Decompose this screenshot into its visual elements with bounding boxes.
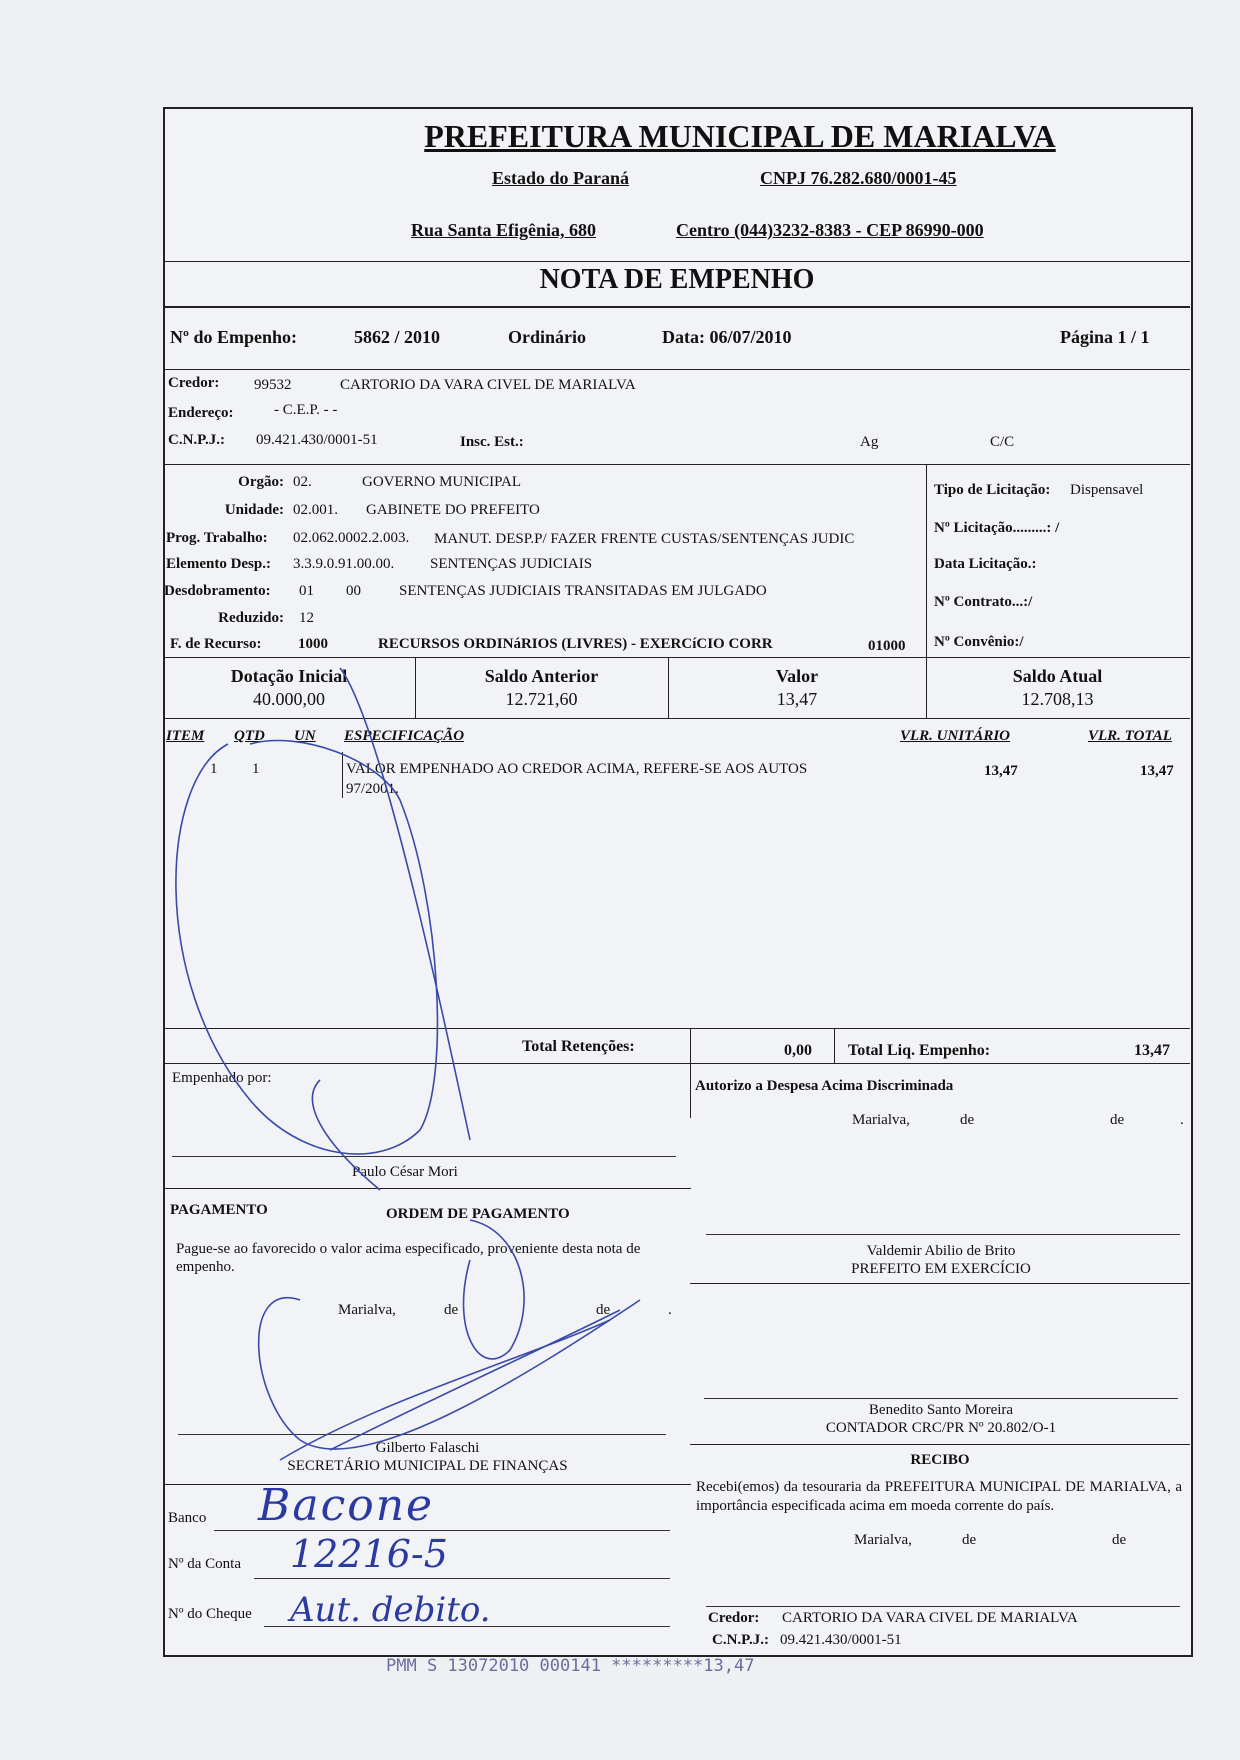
dotacao-inicial-label: Dotação Inicial bbox=[230, 666, 348, 686]
elem-label: Elemento Desp.: bbox=[166, 556, 271, 572]
recibo-place: Marialva, bbox=[854, 1532, 912, 1548]
licitacao-contrato: Nº Contrato...:/ bbox=[934, 594, 1033, 610]
desd-name: SENTENÇAS JUDICIAIS TRANSITADAS EM JULGADO bbox=[399, 583, 767, 599]
empenhado-label: Empenhado por: bbox=[172, 1070, 272, 1086]
qtd-header: QTD bbox=[234, 728, 265, 744]
pagamento-signer: Gilberto Falaschi bbox=[375, 1440, 480, 1456]
header-state: Estado do Paraná bbox=[492, 168, 630, 188]
recibo-cnpj-value: 09.421.430/0001-51 bbox=[780, 1632, 902, 1648]
licitacao-numero: Nº Licitação.........: / bbox=[934, 520, 1060, 536]
prog-label: Prog. Trabalho: bbox=[166, 530, 268, 546]
credor-name: CARTORIO DA VARA CIVEL DE MARIALVA bbox=[340, 377, 636, 393]
unidade-code: 02.001. bbox=[293, 502, 338, 518]
pagamento-de2: de bbox=[596, 1302, 611, 1318]
pagamento-text: Pague-se ao favorecido o valor acima especificado, proveniente desta nota de empenho. bbox=[176, 1241, 641, 1275]
prog-name: MANUT. DESP.P/ FAZER FRENTE CUSTAS/SENTENÇAS JUDIC bbox=[434, 531, 855, 547]
endereco-value: - C.E.P. - - bbox=[274, 402, 338, 418]
recibo-de1: de bbox=[962, 1532, 977, 1548]
ordem-pagamento: ORDEM DE PAGAMENTO bbox=[386, 1206, 570, 1222]
header-address: Rua Santa Efigênia, 680 bbox=[411, 220, 597, 240]
fonte-name: RECURSOS ORDINáRIOS (LIVRES) - EXERCíCIO CORR bbox=[378, 636, 773, 652]
fonte-code2: 01000 bbox=[868, 638, 906, 654]
liq-label: Total Liq. Empenho: bbox=[848, 1042, 991, 1059]
recibo-cnpj-label: C.N.P.J.: bbox=[712, 1632, 769, 1648]
credor-label: Credor: bbox=[168, 375, 220, 391]
credor-cnpj-value: 09.421.430/0001-51 bbox=[256, 432, 378, 448]
empenhado-name: Paulo César Mori bbox=[352, 1164, 458, 1180]
pagamento-role: SECRETÁRIO MUNICIPAL DE FINANÇAS bbox=[287, 1458, 568, 1474]
unit-header: VLR. UNITÁRIO bbox=[900, 728, 1011, 744]
processing-stamp: PMM S 13072010 000141 *********13,47 bbox=[386, 1656, 755, 1676]
item-total: 13,47 bbox=[1140, 763, 1174, 779]
recibo-de2: de bbox=[1112, 1532, 1127, 1548]
contador-signer: Benedito Santo Moreira bbox=[868, 1402, 1014, 1418]
header-title: PREFEITURA MUNICIPAL DE MARIALVA bbox=[424, 118, 1056, 154]
item-number: 1 bbox=[210, 761, 218, 777]
doc-title: NOTA DE EMPENHO bbox=[539, 264, 815, 295]
autorizo-title: Autorizo a Despesa Acima Discriminada bbox=[695, 1078, 954, 1094]
item-qtd: 1 bbox=[252, 761, 260, 777]
header-cnpj: CNPJ 76.282.680/0001-45 bbox=[760, 168, 957, 188]
recibo-text: Recebi(emos) da tesouraria da PREFEITURA MUNICIPAL DE MARIALVA, a importância especificada acima em moeda corrente do país. bbox=[696, 1479, 1182, 1514]
unidade-label: Unidade: bbox=[224, 502, 284, 518]
empenho-page: Página 1 / 1 bbox=[1060, 327, 1150, 347]
conta-label: Nº da Conta bbox=[168, 1556, 241, 1572]
insc-label: Insc. Est.: bbox=[460, 434, 524, 450]
retencoes-label: Total Retenções: bbox=[522, 1038, 635, 1055]
licitacao-tipo-label: Tipo de Licitação: bbox=[934, 482, 1051, 498]
autorizo-dot: . bbox=[1180, 1112, 1184, 1128]
pagamento-dot: . bbox=[668, 1302, 672, 1318]
saldo-atual-value: 12.708,13 bbox=[1021, 689, 1094, 709]
prog-code: 02.062.0002.2.003. bbox=[293, 530, 410, 546]
saldo-atual-label: Saldo Atual bbox=[1012, 666, 1103, 686]
ag-label: Ag bbox=[860, 434, 879, 450]
item-header: ITEM bbox=[166, 728, 205, 744]
elem-code: 3.3.9.0.91.00.00. bbox=[293, 556, 395, 572]
autorizo-de2: de bbox=[1110, 1112, 1125, 1128]
reduzido-label: Reduzido: bbox=[218, 610, 284, 626]
elem-name: SENTENÇAS JUDICIAIS bbox=[430, 556, 593, 572]
un-header: UN bbox=[294, 728, 316, 744]
item-desc-line1: VALOR EMPENHADO AO CREDOR ACIMA, REFERE-SE AOS AUTOS bbox=[346, 761, 808, 777]
empenho-type: Ordinário bbox=[508, 327, 587, 347]
recibo-credor-value: CARTORIO DA VARA CIVEL DE MARIALVA bbox=[782, 1610, 1078, 1626]
total-header: VLR. TOTAL bbox=[1088, 728, 1172, 744]
autorizo-de1: de bbox=[960, 1112, 975, 1128]
saldo-anterior-value: 12.721,60 bbox=[505, 689, 578, 709]
desd-code1: 01 bbox=[299, 583, 314, 599]
cheque-label: Nº do Cheque bbox=[168, 1606, 252, 1622]
banco-handwritten: Bacone bbox=[258, 1480, 435, 1531]
credor-cnpj-label: C.N.P.J.: bbox=[168, 432, 225, 448]
fonte-code: 1000 bbox=[298, 636, 328, 652]
empenho-number: 5862 / 2010 bbox=[354, 327, 441, 347]
orgao-label: Orgão: bbox=[238, 474, 284, 490]
valor-value: 13,47 bbox=[776, 689, 818, 709]
retencoes-value: 0,00 bbox=[784, 1042, 812, 1059]
empenho-date: Data: 06/07/2010 bbox=[662, 327, 792, 347]
conta-handwritten: 12216-5 bbox=[290, 1532, 448, 1576]
orgao-code: 02. bbox=[293, 474, 312, 490]
empenho-label: Nº do Empenho: bbox=[170, 327, 297, 347]
unidade-name: GABINETE DO PREFEITO bbox=[366, 502, 540, 518]
saldo-anterior-label: Saldo Anterior bbox=[484, 666, 599, 686]
pagamento-label: PAGAMENTO bbox=[170, 1202, 268, 1218]
recibo-credor-label: Credor: bbox=[708, 1610, 760, 1626]
contador-role: CONTADOR CRC/PR Nº 20.802/O-1 bbox=[825, 1420, 1057, 1436]
liq-value: 13,47 bbox=[1134, 1042, 1170, 1059]
pagamento-place: Marialva, bbox=[338, 1302, 396, 1318]
cheque-handwritten: Aut. debito. bbox=[290, 1590, 491, 1630]
credor-code: 99532 bbox=[254, 377, 292, 393]
banco-label: Banco bbox=[168, 1510, 207, 1526]
licitacao-convenio: Nº Convênio:/ bbox=[934, 634, 1024, 650]
endereco-label: Endereço: bbox=[168, 405, 234, 421]
cc-label: C/C bbox=[990, 434, 1015, 450]
item-desc-line2: 97/2001. bbox=[346, 781, 399, 797]
dotacao-inicial-value: 40.000,00 bbox=[253, 689, 325, 709]
espec-header: ESPECIFICAÇÃO bbox=[344, 728, 465, 744]
licitacao-tipo-value: Dispensavel bbox=[1070, 482, 1144, 498]
pagamento-de1: de bbox=[444, 1302, 459, 1318]
header-contact: Centro (044)3232-8383 - CEP 86990-000 bbox=[676, 220, 984, 240]
autorizo-place: Marialva, bbox=[852, 1112, 910, 1128]
desd-label: Desdobramento: bbox=[164, 583, 271, 599]
autorizo-role: PREFEITO EM EXERCÍCIO bbox=[851, 1261, 1031, 1277]
licitacao-data: Data Licitação.: bbox=[934, 556, 1037, 572]
recibo-title: RECIBO bbox=[910, 1452, 970, 1468]
valor-label: Valor bbox=[775, 666, 819, 686]
autorizo-signer: Valdemir Abilio de Brito bbox=[866, 1243, 1016, 1259]
desd-code2: 00 bbox=[346, 583, 361, 599]
fonte-label: F. de Recurso: bbox=[170, 636, 262, 652]
orgao-name: GOVERNO MUNICIPAL bbox=[362, 474, 522, 490]
reduzido-value: 12 bbox=[299, 610, 314, 626]
item-unit: 13,47 bbox=[984, 763, 1018, 779]
